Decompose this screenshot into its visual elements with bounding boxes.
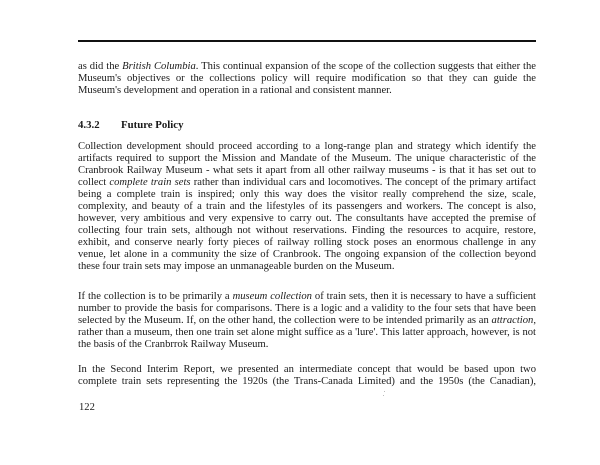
paragraph-text: rather than individual cars and locomotives. The concept of the primary artifact being a complete train is inspired; only this way does the visitor really comprehend the size, scale, complexity, and beauty of a train and the lifestyles of its passengers and workers. The concept is also, however, very ambitious and very expensive to carry out. The consultants have accepted the premise of collecting four train sets, although not without reservations. Finding the resources to acquire, restore, exhibit, and conserve nearly forty pieces of railway rolling stock poses an enormous challenge in any venue, let alone in a community the size of Cranbrook. The ongoing expansion of the collection beyond these four train sets may impose an unmanageable burden on the Museum. xyxy=(78,177,536,272)
section-number: 4.3.2 xyxy=(78,119,100,131)
italic-ship-name: British Columbia xyxy=(122,61,196,72)
paragraph-interim-report xyxy=(78,364,536,388)
paragraph-text: In the Second Interim Report, we presented an intermediate concept that would be based upon two complete train sets representing the 1920s (the Trans-Canada Limited) and the 1950s (the Canadian), xyxy=(78,364,536,387)
paragraph-text: If the collection is to be primarily a xyxy=(78,291,233,302)
scan-speck xyxy=(383,395,384,396)
section-title: Future Policy xyxy=(121,119,184,131)
italic-emphasis: attraction xyxy=(491,315,534,326)
paragraph-collection-development xyxy=(78,141,536,273)
header-rule xyxy=(78,40,536,42)
section-heading xyxy=(78,119,183,131)
paragraph-text: as did the xyxy=(78,61,123,72)
paragraph-text: . This continual expansion of the scope of the collection suggests that either the Museum's objectives or the collections policy will require modification so that they can guide the Museum's development and operation in a rational and consistent manner. xyxy=(78,61,537,96)
paragraph-text: Collection development should proceed according to a long-range plan and strategy which identify the artifacts required to support the Mission and Mandate of the Museum. The unique characteristic of the Cranbrook Railway Museum - what sets it apart from all other railway museums - is that it has set out to collect xyxy=(78,141,536,188)
page-number: 122 xyxy=(79,402,95,413)
paragraph-continuation xyxy=(78,61,536,97)
italic-emphasis: complete train sets xyxy=(109,177,191,188)
paragraph-text: of train sets, then it is necessary to have a sufficient number to provide the basis for comparisons. There is a logic and a validity to the four sets that have been selected by the Museum. If, on the other hand, the collection were to be intended primarily as an xyxy=(78,291,537,326)
paragraph-museum-collection xyxy=(78,291,536,351)
paragraph-text: , rather than a museum, then one train set alone might suffice as a 'lure'. This latter approach, however, is not the basis of the Cranbrrok Railway Museum. xyxy=(78,315,536,350)
italic-emphasis: museum collection xyxy=(232,291,312,302)
scan-speck xyxy=(384,391,385,392)
